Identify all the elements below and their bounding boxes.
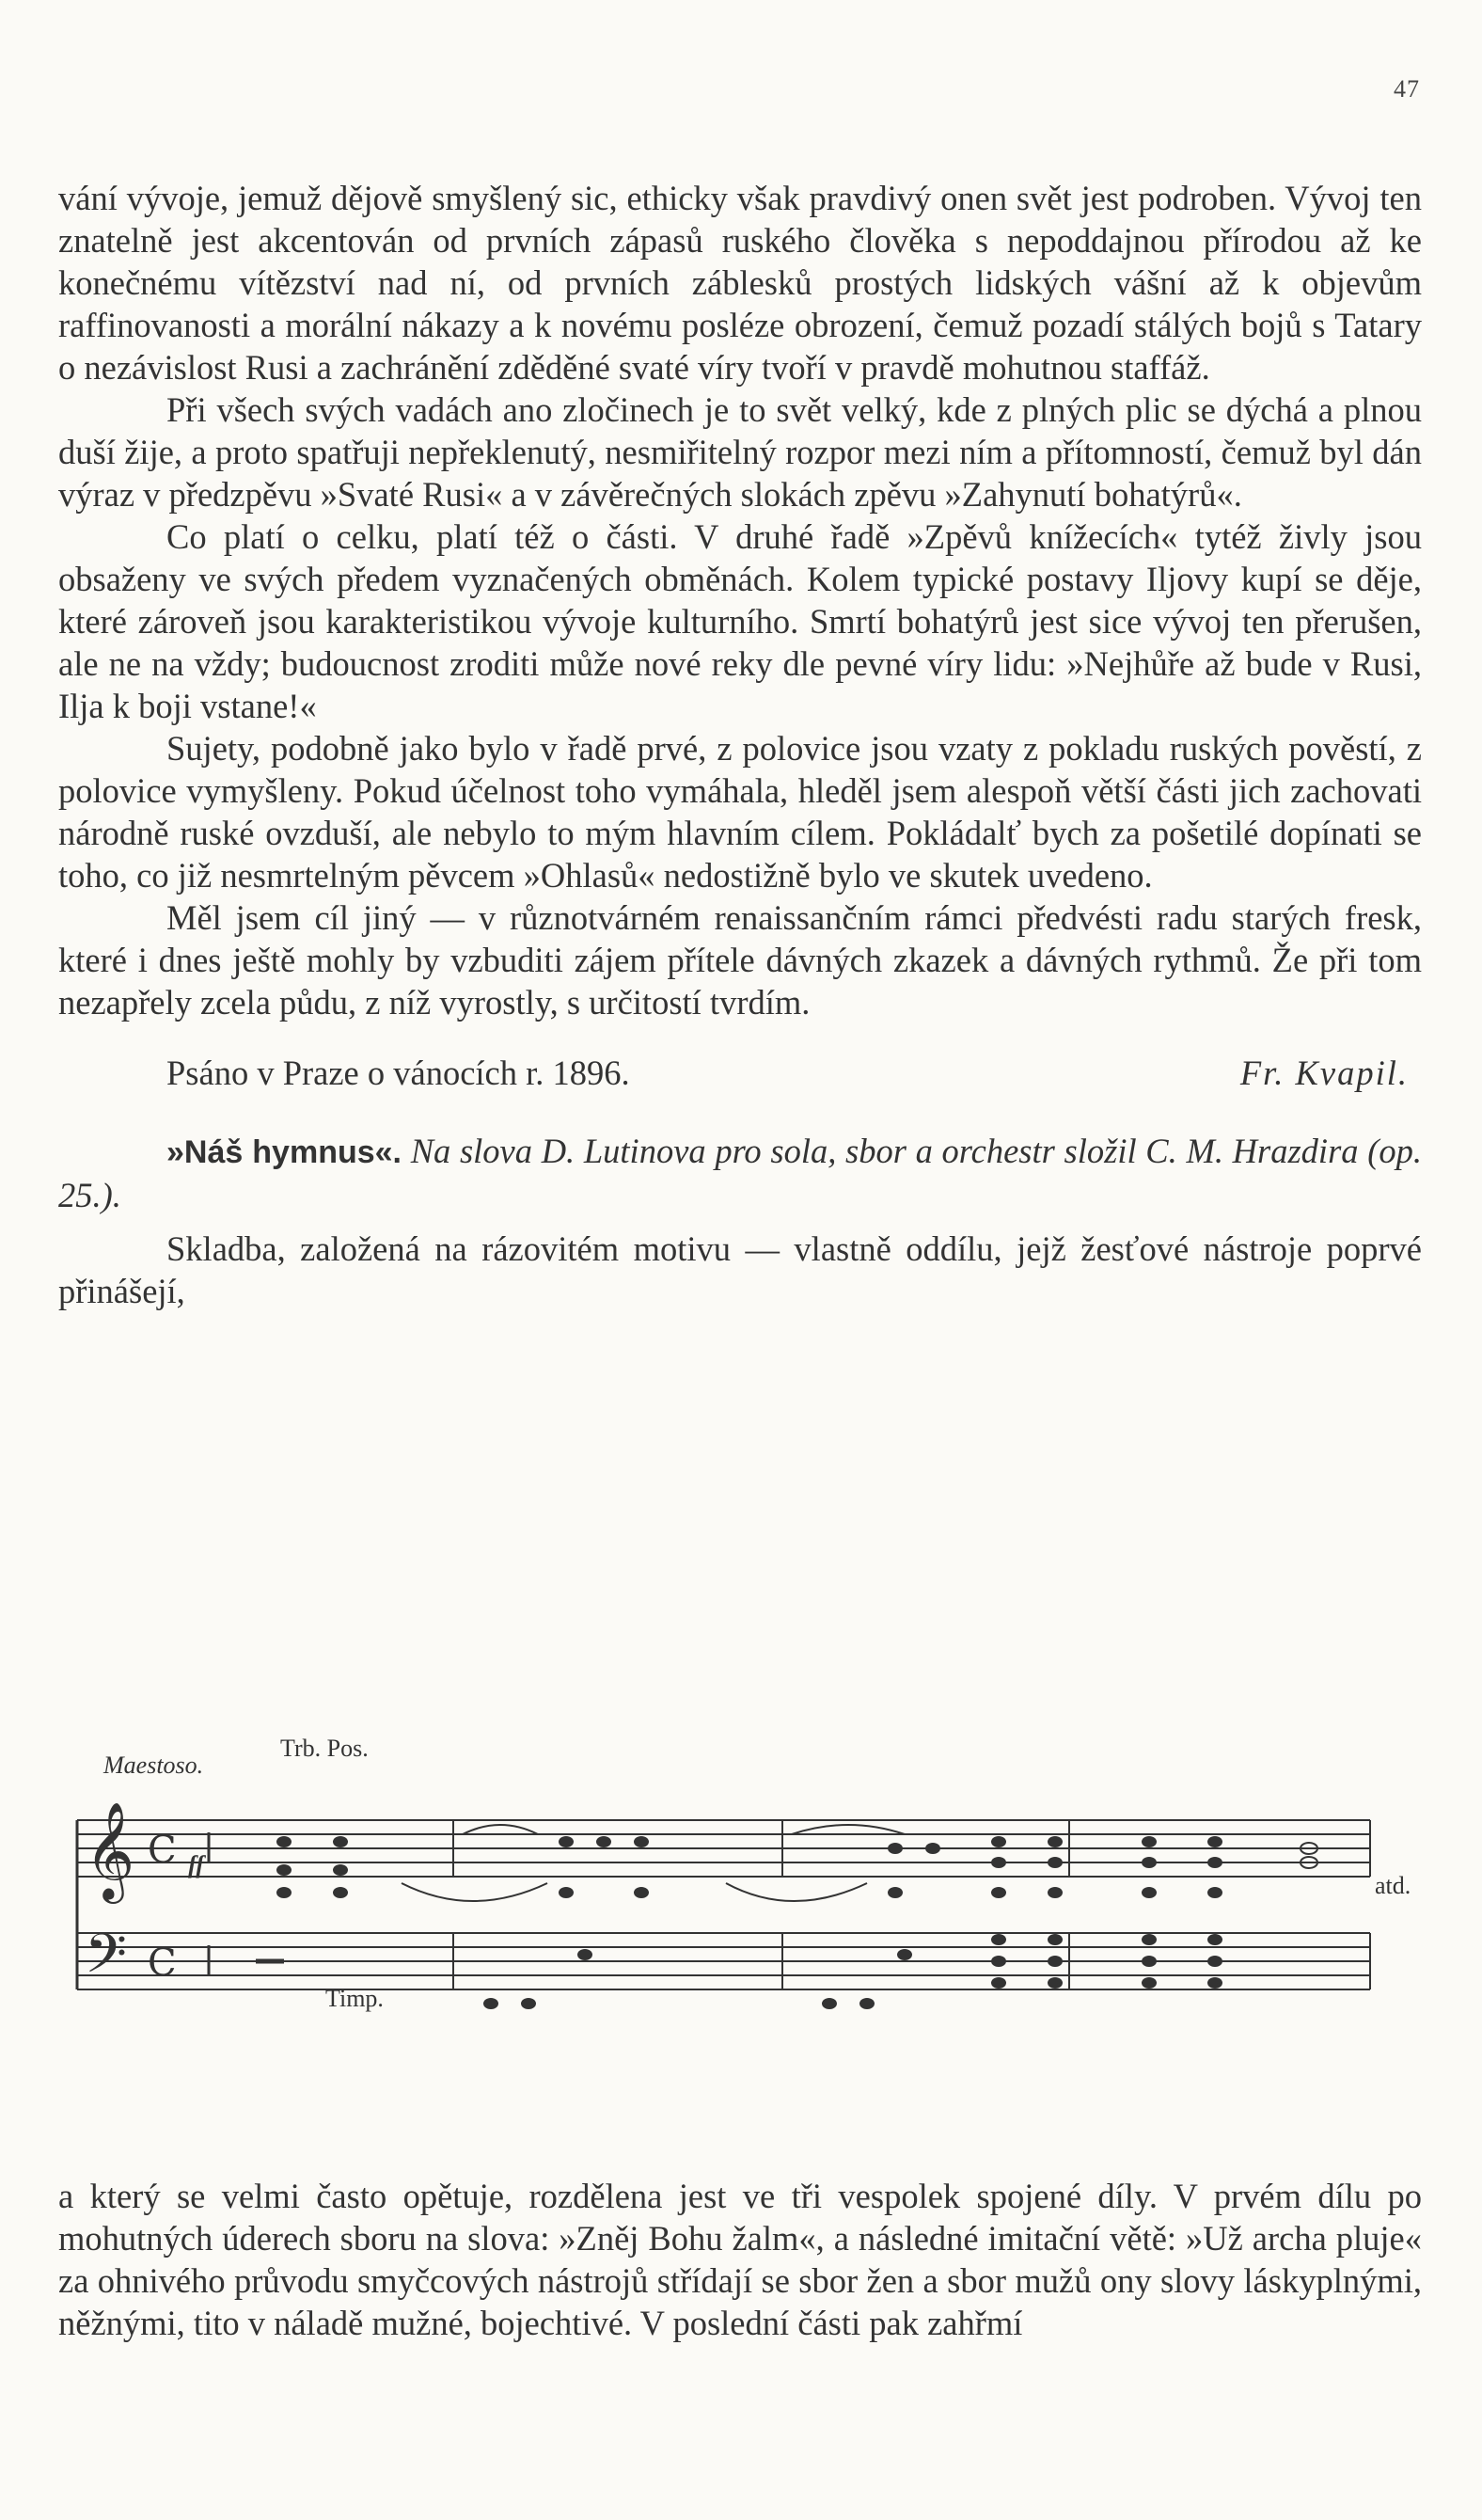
svg-text:𝄞: 𝄞 — [85, 1801, 135, 1900]
score-svg — [58, 1731, 1459, 2051]
author-signature: Fr. Kvapil. — [1239, 1054, 1409, 1092]
svg-text:𝄢: 𝄢 — [85, 1922, 128, 1999]
paragraph: Sujety, podobně jako bylo v řadě prvé, z polovice jsou vzaty z pokladu ruských pověstí, z polovice vymyšleny. Pokud účelnost toho vymáhala, hleděl jsem alespoň větší části jich zachovati národně ruské ovzduší, ale nebylo to mým hlavním cílem. Pokládalť bych za pošetilé dopínati se toho, co již nesmrtelným pěvcem »Ohlasů« nedostižně bylo ve skutek uvedeno. — [58, 729, 1422, 895]
instrument-label: Trb. Pos. — [280, 1735, 369, 1762]
paragraph: vání vývoje, jemuž dějově smyšlený sic, ethicky však pravdivý onen svět jest podroben. Vývoj ten znatelně jest akcentován od prvních zápasů ruského člověka s nepoddajnou přírodou až ke konečnému vítězství nad ní, od prvních záblesků prostých lidských vášní až k objevům raffinovanosti a morální nákazy a k novému posléze obrození, čemuž pozadí stálých bojů s Tatary o nezávislost Rusi a zachránění zděděné svaté víry tvoří v pravdě mohutnou staffáž. — [58, 179, 1422, 387]
paragraph: Při všech svých vadách ano zločinech je to svět velký, kde z plných plic se dýchá a plnou duší žije, a proto spatřuji nepřeklenutý, nesmiřitelný rozpor mezi ním a přítomností, čemuž byl dán výraz v předzpěvu »Svaté Rusi« a v závěrečných slokách zpěvu »Zahynutí bohatýrů«. — [58, 390, 1422, 514]
timpani-label: Timp. — [325, 1985, 384, 2012]
dynamic-marking: ff — [188, 1851, 204, 1878]
tempo-marking: Maestoso. — [103, 1751, 204, 1779]
section-heading — [58, 1130, 1422, 1216]
paragraph: Měl jsem cíl jiný — v různotvárném renaissančním rámci předvésti radu starých fresk, které i dnes ještě mohly by vzbuditi zájem přítele dávných zkazek a dávných rythmů. Že při tom nezapřely zcela půdu, z níž vyrostly, s určitostí tvrdím. — [58, 898, 1422, 1022]
svg-text:C: C — [148, 1829, 177, 1872]
closing-text — [58, 2175, 1422, 2344]
paragraph: a který se velmi často opětuje, rozdělena jest ve tři vespolek spojené díly. V prvém dílu po mohutných úderech sboru na slova: »Zněj Bohu žalm«, a následné imitační větě: »Už archa pluje« za ohnivého průvodu smyčcových nástrojů střídají se sbor žen a sbor mužů ony slovy láskyplnými, něžnými, tito v náladě mužné, bojechtivé. V poslední části pak zahřmí — [58, 2177, 1422, 2342]
section-title: »Náš hymnus«. — [166, 1134, 402, 1170]
page-number: 47 — [1394, 75, 1420, 103]
etc-label: atd. — [1375, 1872, 1411, 1899]
paragraph: Skladba, založená na rázovitém motivu — vlastně oddílu, jejž žesťové nástroje poprvé přinášejí, — [58, 1229, 1422, 1310]
paragraph: Co platí o celku, platí též o části. V druhé řadě »Zpěvů knížecích« tytéž živly jsou obsaženy ve svých předem vyznačených obměnách. Kolem typické postavy Iljovy kupí se děje, které zároveň jsou karakteristikou vývoje kulturního. Smrtí bohatýrů jest sice vývoj ten přerušen, ale ne na vždy; budoucnost zroditi může nové reky dle pevné víry lidu: »Nejhůře až bude v Rusi, Ilja k boji vstane!« — [58, 517, 1422, 725]
section-subtitle: Na slova D. Lutinova pro sola, sbor a orchestr složil C. M. Hrazdira (op. 25.). — [58, 1132, 1422, 1214]
place-date: Psáno v Praze o vánocích r. 1896. — [166, 1054, 630, 1092]
signature-line — [58, 1052, 1422, 1094]
svg-text:C: C — [148, 1942, 177, 1985]
music-score — [58, 1731, 1459, 2051]
main-text — [58, 177, 1422, 1312]
